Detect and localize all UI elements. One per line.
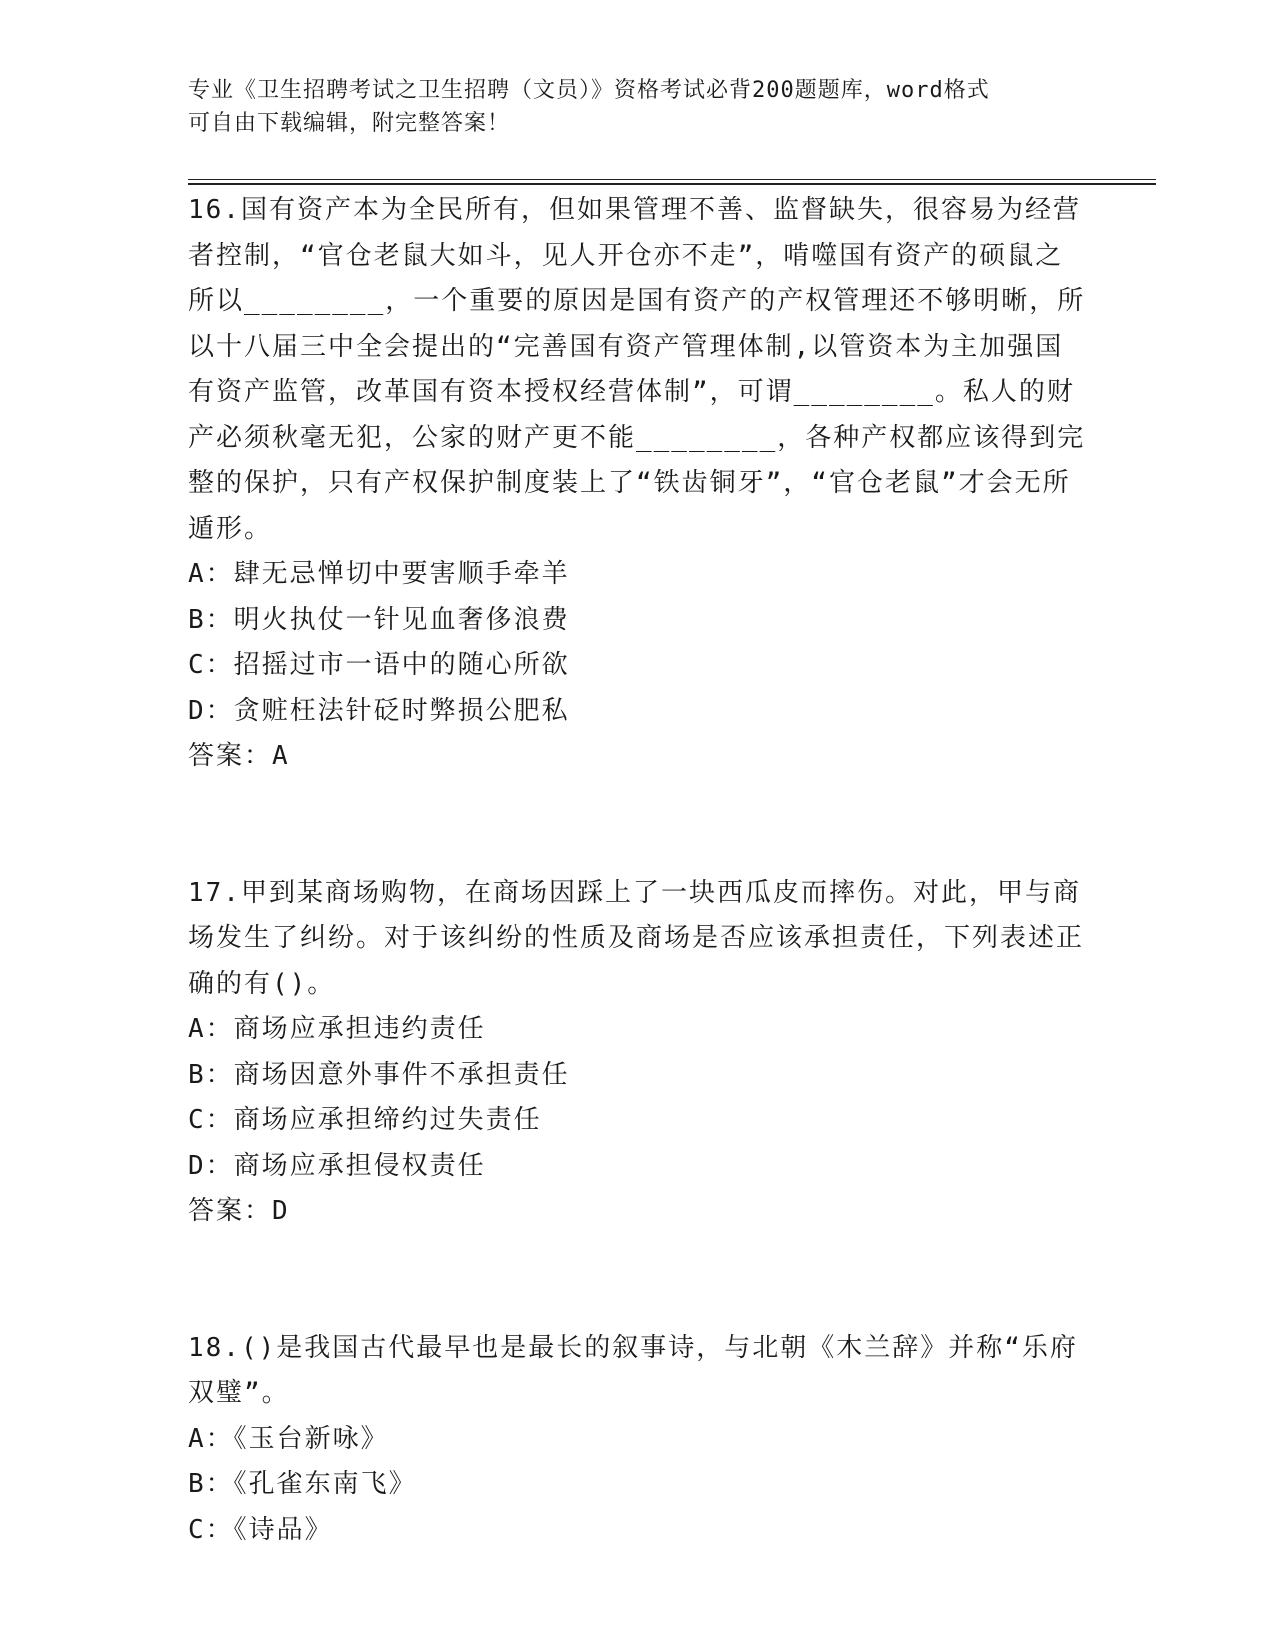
option-b: B：《孔雀东南飞》 — [188, 1469, 417, 1499]
option-b: B：明火执仗一针见血奢侈浪费 — [188, 604, 570, 635]
question-stem: 16.国有资产本为全民所有，但如果管理不善、监督缺失，很容易为经营者控制，“官仓老鼠大如斗，见人开仓亦不走”，啃噬国有资产的硕鼠之所以________，一个重要的原因是国有资产的产权管理还不够明晰，所以十八届三中全会提出的“完善国有资产管理体制,以管资本为主加强国有资产监管，改革国有资本授权经营体制”，可谓________。私人的财产必须秋毫无犯，公家的财产更不能________，各种产权都应该得到完整的保护，只有产权保护制度装上了“铁齿铜牙”，“官仓老鼠”才会无所遁形。 — [188, 195, 1086, 544]
header-line-1: 专业《卫生招聘考试之卫生招聘（文员）》资格考试必背200题题库，word格式 — [188, 78, 990, 103]
option-a: A：肆无忌惮切中要害顺手牵羊 — [188, 559, 570, 589]
option-a: A：《玉台新咏》 — [188, 1423, 389, 1454]
option-c: C：《诗品》 — [188, 1514, 333, 1545]
option-d: D：商场应承担侵权责任 — [188, 1150, 486, 1181]
question-list — [188, 188, 1088, 1553]
question-18 — [188, 1326, 1088, 1554]
question-spacer — [188, 780, 1088, 871]
question-17 — [188, 871, 1088, 1235]
answer-line: 答案：D — [188, 1196, 290, 1226]
header-line-2: 可自由下载编辑，附完整答案！ — [188, 111, 511, 136]
question-stem: 17.甲到某商场购物，在商场因踩上了一块西瓜皮而摔伤。对此，甲与商场发生了纠纷。对于该纠纷的性质及商场是否应该承担责任，下列表述正确的有()。 — [188, 877, 1085, 999]
option-a: A：商场应承担违约责任 — [188, 1014, 486, 1044]
option-d: D：贪赃枉法针砭时弊损公肥私 — [188, 695, 570, 726]
option-b: B：商场因意外事件不承担责任 — [188, 1059, 570, 1090]
page-header — [188, 74, 1068, 140]
answer-line: 答案：A — [188, 741, 290, 771]
question-16 — [188, 188, 1088, 780]
option-c: C：招摇过市一语中的随心所欲 — [188, 650, 570, 680]
question-spacer — [188, 1235, 1088, 1326]
header-divider — [188, 179, 1156, 185]
question-stem: 18.()是我国古代最早也是最长的叙事诗，与北朝《木兰辞》并称“乐府双璧”。 — [188, 1332, 1078, 1408]
option-c: C：商场应承担缔约过失责任 — [188, 1105, 542, 1135]
